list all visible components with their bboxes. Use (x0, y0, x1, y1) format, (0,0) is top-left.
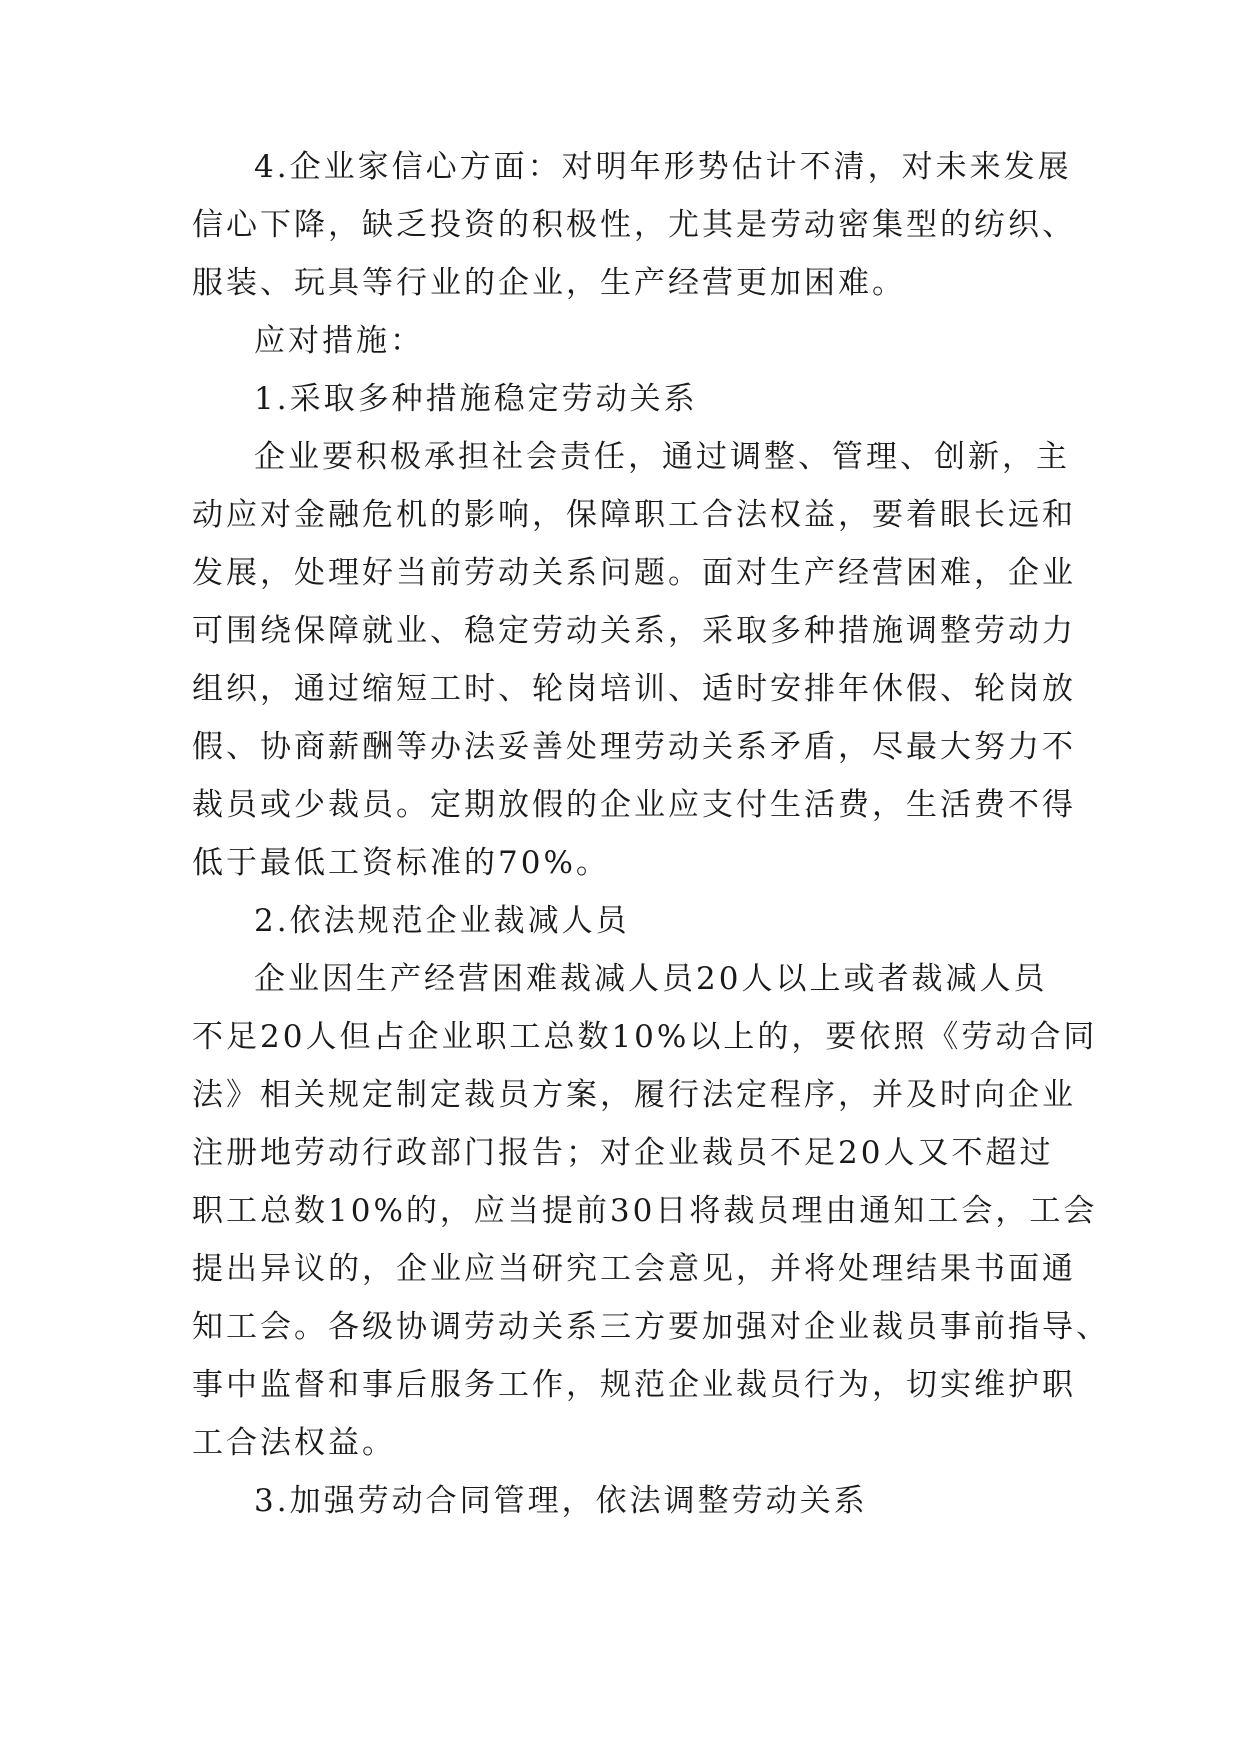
section-heading: 3.加强劳动合同管理，依法调整劳动关系 (254, 1483, 868, 1519)
text-line: 法》相关规定制定裁员方案，履行法定程序，并及时向企业 (192, 1077, 1076, 1113)
section-heading: 应对措施： (254, 323, 424, 359)
text-line: 服装、玩具等行业的企业，生产经营更加困难。 (192, 265, 906, 301)
text-line: 信心下降，缺乏投资的积极性，尤其是劳动密集型的纺织、 (192, 207, 1076, 243)
text-line: 假、协商薪酬等办法妥善处理劳动关系矛盾，尽最大努力不 (192, 729, 1076, 765)
text-line: 事中监督和事后服务工作，规范企业裁员行为，切实维护职 (192, 1367, 1076, 1403)
text-line: 提出异议的，企业应当研究工会意见，并将处理结果书面通 (192, 1251, 1076, 1287)
text-line: 组织，通过缩短工时、轮岗培训、适时安排年休假、轮岗放 (192, 671, 1076, 707)
text-line: 企业因生产经营困难裁减人员20人以上或者裁减人员 (254, 961, 1048, 997)
text-line: 裁员或少裁员。定期放假的企业应支付生活费，生活费不得 (192, 787, 1076, 823)
text-line: 发展，处理好当前劳动关系问题。面对生产经营困难，企业 (192, 555, 1076, 591)
text-line: 可围绕保障就业、稳定劳动关系，采取多种措施调整劳动力 (192, 613, 1076, 649)
text-line: 不足20人但占企业职工总数10%以上的，要依照《劳动合同 (192, 1019, 1098, 1055)
text-line: 知工会。各级协调劳动关系三方要加强对企业裁员事前指导、 (192, 1309, 1110, 1345)
text-line: 低于最低工资标准的70%。 (192, 845, 610, 881)
text-line: 工合法权益。 (192, 1425, 396, 1461)
section-heading: 2.依法规范企业裁减人员 (254, 903, 630, 939)
text-line: 企业要积极承担社会责任，通过调整、管理、创新，主 (254, 439, 1070, 475)
text-line: 注册地劳动行政部门报告；对企业裁员不足20人又不超过 (192, 1135, 1054, 1171)
text-line: 职工总数10%的，应当提前30日将裁员理由通知工会，工会 (192, 1193, 1098, 1229)
text-line: 4.企业家信心方面：对明年形势估计不清，对未来发展 (254, 149, 1072, 185)
text-line: 动应对金融危机的影响，保障职工合法权益，要着眼长远和 (192, 497, 1076, 533)
section-heading: 1.采取多种措施稳定劳动关系 (254, 381, 698, 417)
